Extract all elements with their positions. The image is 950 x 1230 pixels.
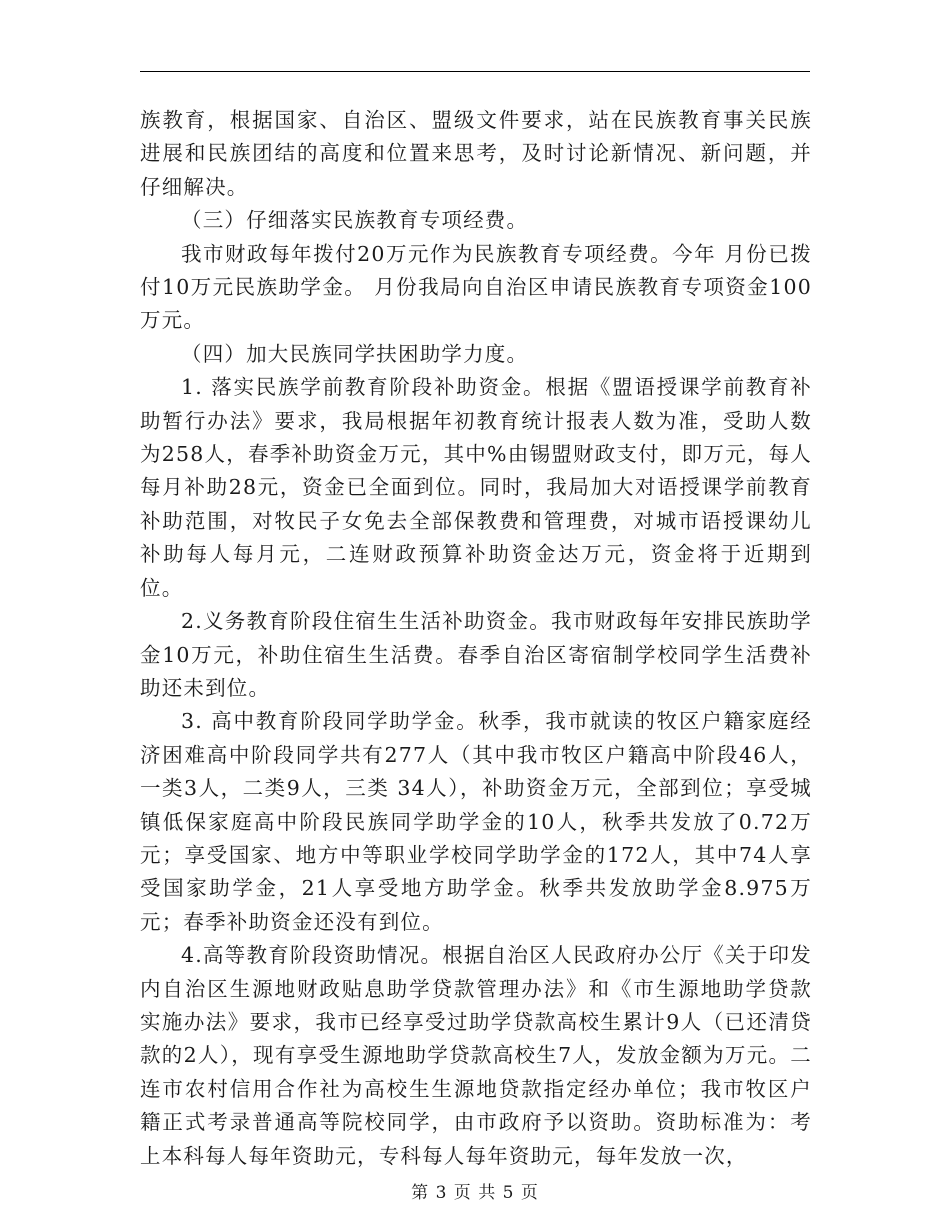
section-heading-4: （四）加大民族同学扶困助学力度。 — [181, 341, 529, 366]
paragraph-item-4: 4.高等教育阶段资助情况。根据自治区人民政府办公厅《关于印发内自治区生源地财政贴息助学贷款管理办法》和《市生源地助学贷款实施办法》要求，我市已经享受过助学贷款高校生累计9人（已还清贷款的2人），现有享受生源地助学贷款高校生7人，发放金额为万元。二连市农村信用合作社为高校生生源地贷款指定经办单位；我市牧区户籍正式考录普通高等院校同学，由市政府予以资助。资助标准为：考上本科每人每年资助元，专科每人每年资助元，每年发放一次， — [140, 943, 812, 1168]
paragraph-funding: 我市财政每年拨付20万元作为民族教育专项经费。今年 月份已拨付10万元民族助学金。 月份我局向自治区申请民族教育专项资金100万元。 — [140, 241, 812, 333]
paragraph-item-2: 2.义务教育阶段住宿生生活补助资金。我市财政每年安排民族助学金10万元，补助住宿生生活费。春季自治区寄宿制学校同学生活费补助还未到位。 — [140, 609, 812, 700]
page-number: 第 3 页 共 5 页 — [411, 1183, 539, 1203]
paragraph-item-3: 3. 高中教育阶段同学助学金。秋季，我市就读的牧区户籍家庭经济困难高中阶段同学共有277人（其中我市牧区户籍高中阶段46人，一类3人，二类9人，三类 34人），补助资金万元，全部到位；享受城镇低保家庭高中阶段民族同学助学金的10人，秋季共发放了0.72万元；享受国家、地方中等职业学校同学助学金的172人，其中74人享受国家助学金，21人享受地方助学金。秋季共发放助学金8.975万元；春季补助资金还没有到位。 — [140, 709, 812, 934]
section-heading-3: （三）仔细落实民族教育专项经费。 — [181, 208, 529, 233]
paragraph-continuation: 族教育，根据国家、自治区、盟级文件要求，站在民族教育事关民族进展和民族团结的高度和位置来思考，及时讨论新情况、新问题，并仔细解决。 — [140, 108, 812, 199]
header-rule — [140, 71, 810, 72]
document-body — [140, 104, 812, 1173]
paragraph-item-1: 1. 落实民族学前教育阶段补助资金。根据《盟语授课学前教育补助暂行办法》要求，我局根据年初教育统计报表人数为准，受助人数为258人，春季补助资金万元，其中%由锡盟财政支付，即万元，每人每月补助28元，资金已全面到位。同时，我局加大对语授课学前教育补助范围，对牧民子女免去全部保教费和管理费，对城市语授课幼儿补助每人每月元，二连财政预算补助资金达万元，资金将于近期到位。 — [140, 375, 812, 600]
